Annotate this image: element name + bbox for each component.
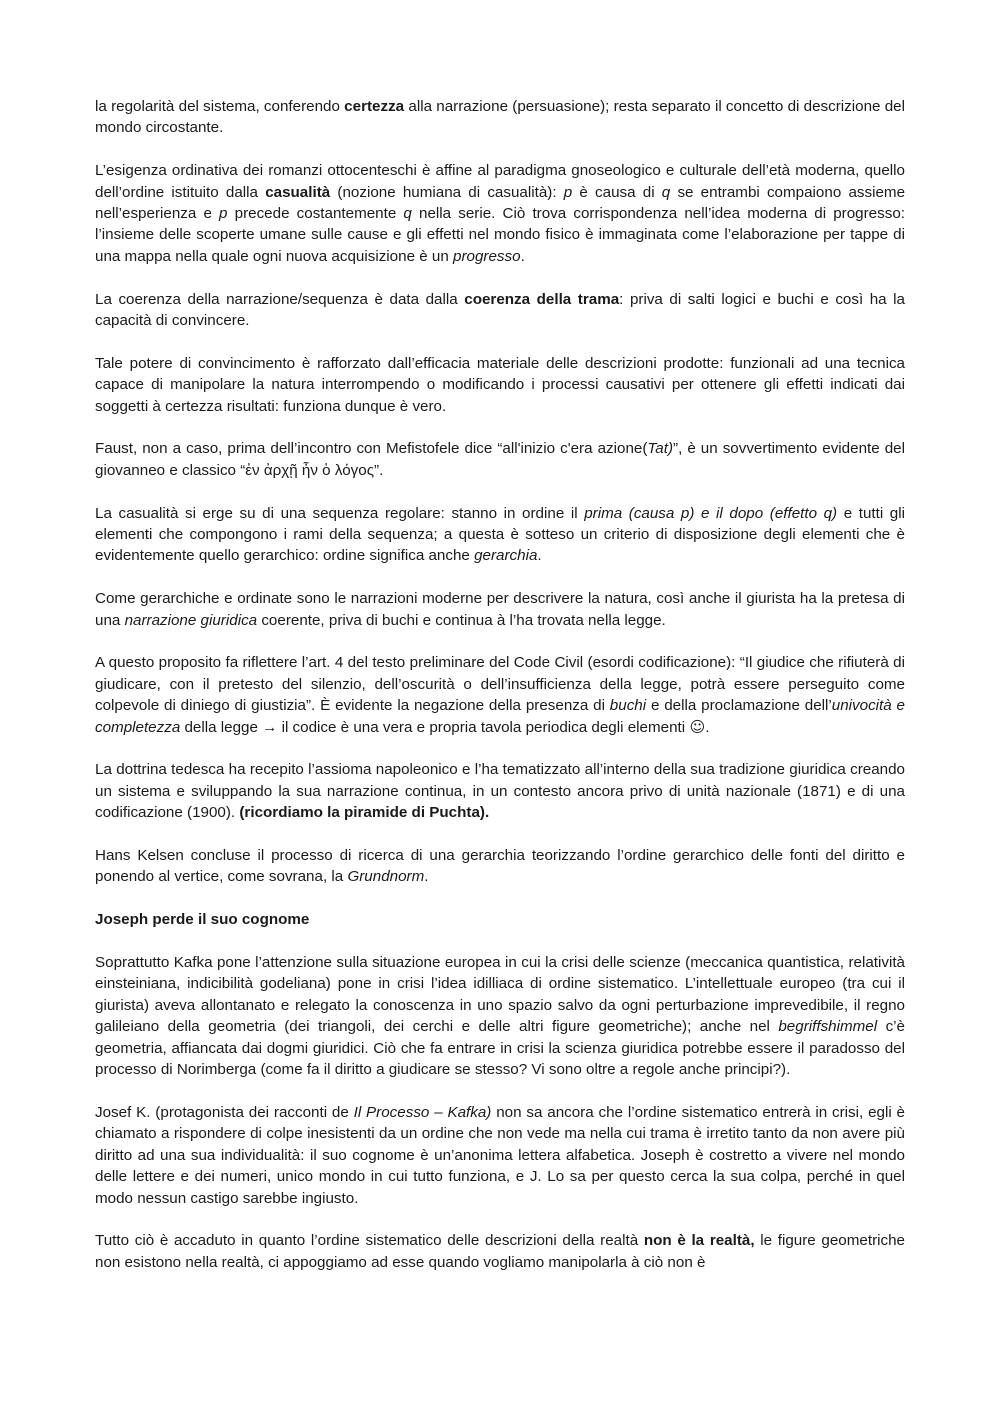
paragraph [95,353,905,417]
text-run: alla narrazione (persuasione); resta separato il concetto di descrizione del mondo circostante. [95,98,905,137]
text-run: Faust, non a caso, prima dell’incontro con Mefistofele dice “all'inizio c'era azione( [95,440,648,458]
paragraph [95,503,905,567]
paragraph [95,1102,905,1209]
italic-text: q [403,205,412,223]
text-run: A questo proposito fa riflettere l’art. 4 del testo preliminare del Code Civil (esordi codificazione): “Il giudice che rifiuterà di giudicare, con il pretesto del silenzio, dell’oscurità o dell’insufficienza della legge, potrà essere perseguito come colpevole di diniego di giustizia”. È evidente la negazione della presenza di [95,654,905,715]
text-run: (nozione humiana di casualità): [330,183,564,201]
italic-text: begriffshimmel [778,1018,878,1036]
text-run: . [520,247,525,265]
text-run: ”, è un sovvertimento evidente del giovanneo e classico “ἐν ἀρχῇ ἦν ὁ λόγος”. [95,440,905,479]
text-run: Soprattutto Kafka pone l’attenzione sulla situazione europea in cui la crisi delle scienze (meccanica quantistica, relatività einsteiniana, indicibilità godeliana) pone in crisi l’idea idilliaca di ordine sistematico. L’intellettuale europeo (tra cui il giurista) aveva allontanato e relegato la conoscenza in uno spazio salvo da ogni perturbazione imprevedibile, il regno galileiano della geometria (dei triangoli, dei cerchi e delle altri figure geometriche); anche nel [95,954,905,1036]
text-run: la regolarità del sistema, conferendo [95,98,345,115]
text-run: c’è geometria, affiancata dai dogmi giuridici. Ciò che fa entrare in crisi la scienza giuridica potrebbe essere il paradosso del processo di Norimberga (come fa il diritto a giudicare se stesso? Vi sono oltre a regole anche principi?). [95,1018,905,1079]
text-run: nella serie. Ciò trova corrispondenza nell’idea moderna di progresso: l’insieme delle scoperte umane sulle cause e gli effetti nel mondo fisico è immaginata come l’elaborazione per tappe di una mappa nella quale ogni nuova acquisizione è un [95,205,905,265]
text-run: della legge → il codice è una vera e propria tavola periodica degli elementi [180,718,690,736]
text-run: La casualità si erge su di una sequenza regolare: stanno in ordine il [95,504,585,522]
paragraph [95,759,905,823]
paragraph [95,845,905,888]
italic-text: univocità e completezza [95,697,905,736]
text-run: La dottrina tedesca ha recepito l’assioma napoleonico e l’ha tematizzato all’interno della sua tradizione giuridica creando un sistema e sviluppando la sua narrazione continua, in un contesto ancora privo di unità nazionale (1871) e di una codificazione (1900). [95,761,905,822]
text-run: : priva di salti logici e buchi e così ha la capacità di convincere. [95,290,905,330]
paragraph [95,652,905,738]
paragraph [95,438,905,481]
italic-text: narrazione giuridica [124,611,258,629]
paragraph [95,952,905,1080]
text-run: le figure geometriche non esistono nella realtà, ci appoggiamo ad esse quando vogliamo manipolarla à ciò non è [95,1232,905,1271]
text-run: coerente, priva di buchi e continua à l’ha trovata nella legge. [257,611,666,629]
text-run: se entrambi compaiono assieme nell’esperienza e [95,183,906,223]
italic-text: p [219,205,228,223]
text-run: La coerenza della narrazione/sequenza è data dalla [95,290,465,308]
bold-text: non è la realtà, [643,1232,755,1250]
text-run: Come gerarchiche e ordinate sono le narrazioni moderne per descrivere la natura, così anche il giurista ha la pretesa di una [95,590,905,629]
paragraph [95,1230,905,1273]
smiley-icon: ☺ [689,717,706,736]
text-run: precede costantemente [227,205,404,223]
bold-text: casualità [265,183,331,201]
italic-text: p [563,183,573,201]
paragraph [95,160,905,267]
bold-text: coerenza della trama [464,290,620,308]
text-run: L’esigenza ordinativa dei romanzi ottocenteschi è affine al paradigma gnoseologico e culturale dell’età moderna, quello dell’ordine istituito dalla [95,162,905,201]
bold-text: certezza [344,98,405,115]
text-run: Hans Kelsen concluse il processo di ricerca di una gerarchia teorizzando l’ordine gerarchico delle fonti del diritto e ponendo al vertice, come sovrana, la [95,847,905,886]
section-body [95,96,905,888]
paragraph [95,289,905,332]
section-heading: Joseph perde il suo cognome [95,911,310,929]
italic-text: q [661,183,671,201]
text-run: Tale potere di convincimento è rafforzato dall’efficacia materiale delle descrizioni prodotte: funzionali ad una tecnica capace di manipolare la natura interrompendo o modificando i processi causativi per ottenere gli effetti indicati dai soggetti à certezza risultati: funziona dunque è vero. [95,354,905,415]
text-run: è causa di [572,183,662,201]
text-run: e della proclamazione dell’ [646,697,832,715]
italic-text: progresso [453,247,521,265]
text-run: . [705,718,710,736]
italic-text: buchi [609,697,647,715]
paragraph [95,588,905,631]
text-run: e tutti gli elementi che compongono i rami della sequenza; a questa è sotteso un criterio di disposizione degli elementi che è evidentemente quello gerarchico: ordine significa anche [95,504,905,565]
text-run: . [424,868,429,886]
paragraph [95,96,905,139]
document-page [95,96,905,1295]
italic-text: prima (causa p) e il dopo (effetto q) [584,504,838,522]
text-run: Tutto ciò è accaduto in quanto l’ordine sistematico delle descrizioni della realtà [95,1232,644,1250]
bold-text: (ricordiamo la piramide di Puchta). [239,804,490,822]
text-run: non sa ancora che l’ordine sistematico entrerà in crisi, egli è chiamato a rispondere di colpe inesistenti da un ordine che non vede ma nella cui trama è irretito tanto da non avere più diritto ad una sua individualità: il suo cognome è un’anonima lettera alfabetica. Joseph è costretto a vivere nel mondo delle lettere e dei numeri, unico mondo in cui tutto funziona, e J. Lo sa per questo cerca la sua colpa, perché in quel modo nessun castigo sarebbe ingiusto. [95,1103,905,1207]
italic-text: Grundnorm [347,868,425,886]
text-run: . [537,547,542,565]
text-run: Josef K. (protagonista dei racconti de [95,1103,354,1121]
italic-text: gerarchia [474,547,538,565]
section-body-2 [95,952,905,1273]
italic-text: Tat) [647,440,674,458]
italic-text: Il Processo – Kafka) [353,1103,492,1121]
